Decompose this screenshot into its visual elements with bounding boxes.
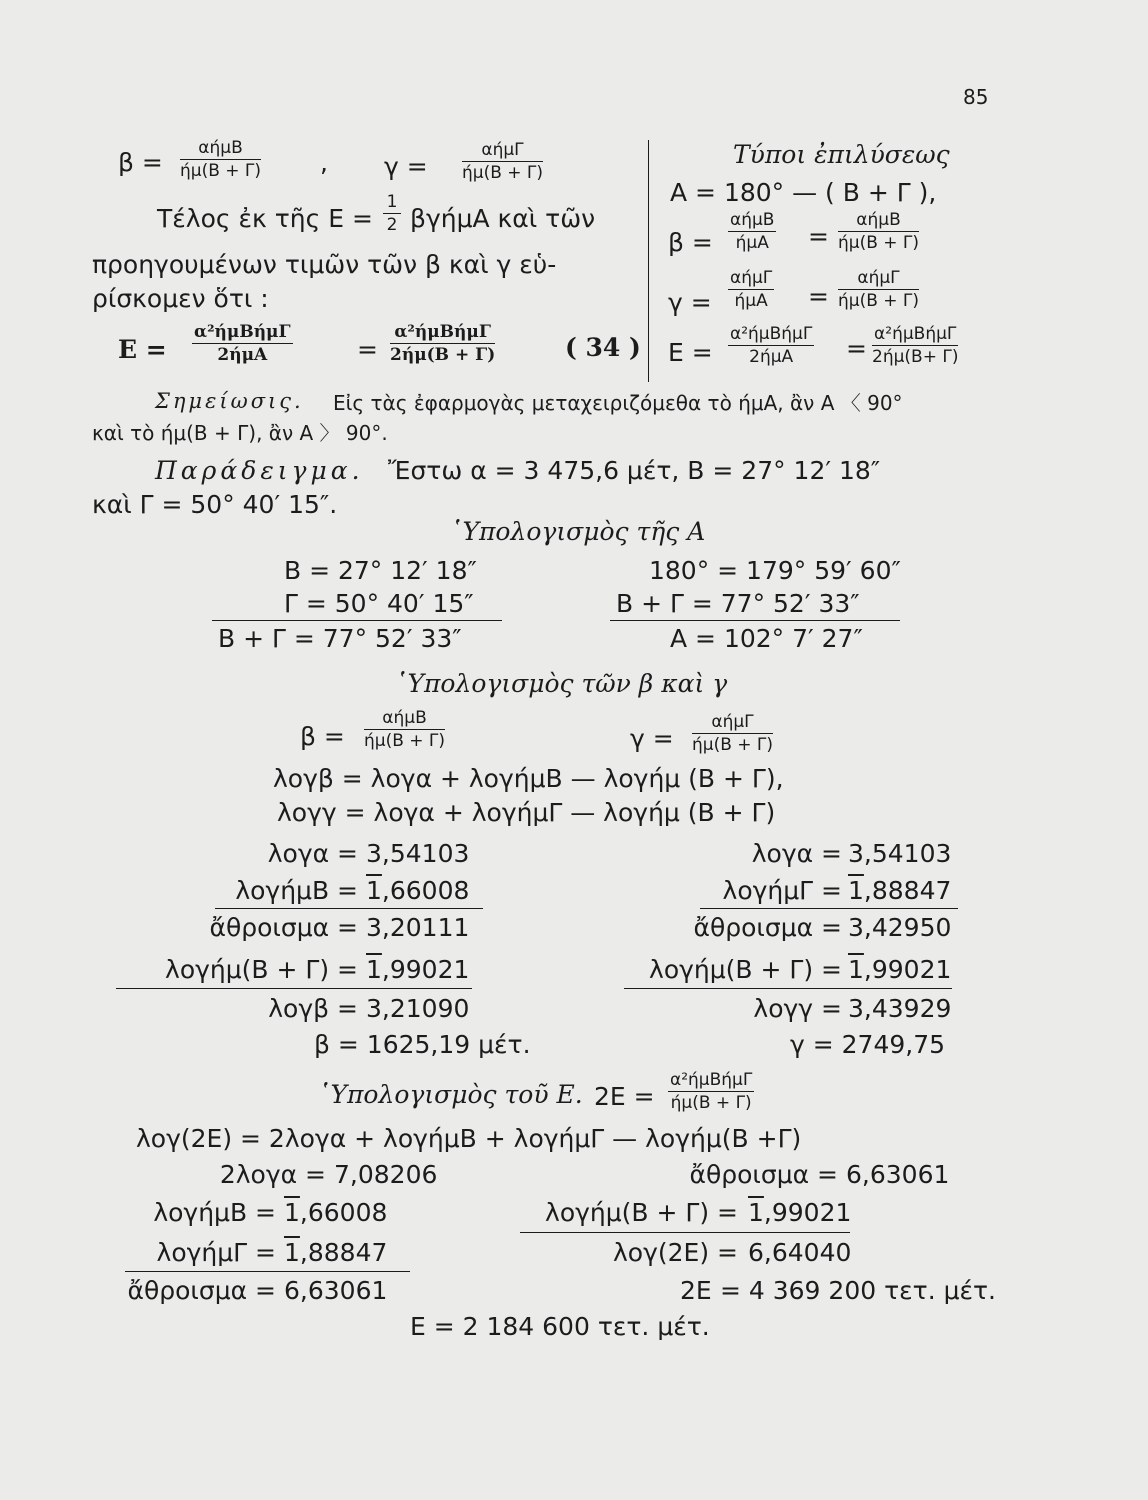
- E-fraction-right2: α²ήμBήμΓ 2ήμ(B+ Γ): [872, 324, 959, 367]
- calc-E-right-l4-label: 2E: [680, 1276, 712, 1305]
- calc-A-BG: B + Γ = 77° 52′ 33″: [218, 624, 462, 653]
- finally-text: Τέλος ἐκ τῆς E =: [157, 204, 373, 233]
- calc-bg-title: ῾Υπολογισμὸς τῶν β καὶ γ: [395, 669, 728, 698]
- log-gamma-formula: λογγ = λογα + λογήμΓ — λογήμ (B + Γ): [277, 798, 776, 827]
- calc-E-left-rule: [125, 1271, 410, 1272]
- example-label: Παράδειγμα.: [155, 456, 364, 485]
- calc-A-r3: A = 102° 7′ 27″: [670, 624, 863, 653]
- calc-bg-right-l1-val: 3,54103: [848, 839, 952, 868]
- calc-E-fraction: α²ήμBήμΓ ήμ(B + Γ): [670, 1070, 753, 1113]
- beta-fraction: αήμB ήμ(B + Γ): [180, 138, 262, 181]
- E-equals-right: =: [846, 334, 867, 363]
- calc-E-left-l3-label: λογήμΓ =: [156, 1238, 276, 1267]
- calc-E-left-l2-label: λογήμB =: [153, 1198, 276, 1227]
- calc-E-right-l3-val: 6,64040: [748, 1238, 852, 1267]
- calc-A-title: ῾Υπολογισμὸς τῆς A: [450, 517, 706, 546]
- remark-line2: καὶ τὸ ήμ(B + Γ), ἂν A 〉 90°.: [92, 421, 388, 445]
- gamma-equals-right: =: [808, 282, 829, 311]
- example-line2: καὶ Γ = 50° 40′ 15″.: [92, 490, 338, 519]
- E-bold-fraction1: α²ήμBήμΓ 2ήμA: [194, 322, 291, 365]
- calc-A-rule-left: [212, 620, 502, 621]
- gamma-fraction-right2: αήμΓ ήμ(B + Γ): [838, 268, 920, 311]
- page-number: 85: [963, 85, 989, 109]
- gamma-label-right: γ =: [668, 288, 712, 317]
- calc-bg-right-rule1: [700, 908, 958, 909]
- calc-E-left-l3-val: 1,88847: [284, 1238, 388, 1267]
- calc-bg-left-l1-label: λογα =: [267, 839, 358, 868]
- calc-A-r1: 180° = 179° 59′ 60″: [649, 556, 901, 585]
- calc-E-right-l3-label: λογ(2E) =: [613, 1238, 738, 1267]
- gamma-fraction-right1: αήμΓ ήμA: [730, 268, 773, 311]
- calc-E-title: ῾Υπολογισμὸς τοῦ E.: [318, 1080, 583, 1109]
- calc-bg-gamma-fraction: αήμΓ ήμ(B + Γ): [692, 712, 774, 755]
- calc-A-rule-right: [610, 620, 900, 621]
- calc-bg-right-l3-label: ἄθροισμα =: [693, 913, 842, 942]
- calc-E-left-l1-val: 7,08206: [334, 1160, 438, 1189]
- calc-bg-left-l2-val: 1,66008: [366, 876, 470, 905]
- equation-number: ( 34 ): [565, 333, 641, 362]
- calc-E-right-rule: [520, 1232, 850, 1233]
- gamma-fraction: αήμΓ ήμ(B + Γ): [462, 140, 544, 183]
- calc-bg-right-l5-label: λογγ =: [753, 994, 842, 1023]
- calc-bg-left-l2-label: λογήμB =: [235, 876, 358, 905]
- calc-bg-left-rule2: [116, 988, 472, 989]
- calc-bg-left-l6: β = 1625,19 μέτ.: [314, 1030, 531, 1059]
- calc-bg-right-l6: γ = 2749,75: [790, 1030, 946, 1059]
- E-bold-fraction2: α²ήμBήμΓ 2ήμ(B + Γ): [390, 322, 496, 365]
- beta-equals-right: =: [808, 222, 829, 251]
- A-formula: A = 180° — ( B + Γ ),: [670, 178, 937, 207]
- calc-E-right-l1-label: ἄθροισμα =: [689, 1160, 838, 1189]
- prev-values-line1: προηγουμένων τιμῶν τῶν β καὶ γ εὑ-: [92, 250, 557, 279]
- calc-bg-left-l1-val: 3,54103: [366, 839, 470, 868]
- example-line1: Ἔστω α = 3 475,6 μέτ, B = 27° 12′ 18″: [388, 456, 881, 485]
- E-bold-equals: =: [357, 335, 378, 364]
- calc-bg-right-rule2: [624, 988, 952, 989]
- solution-formulas-title: Τύποι ἐπιλύσεως: [733, 140, 950, 169]
- beta-fraction-right2: αήμB ήμ(B + Γ): [838, 210, 920, 253]
- calc-E-right-l2-val: 1,99021: [748, 1198, 852, 1227]
- calc-E-2E: 2E =: [594, 1082, 655, 1111]
- calc-E-left-l4-val: 6,63061: [284, 1276, 388, 1305]
- half-fraction: $\frac{1}{2}$: [383, 192, 401, 235]
- calc-bg-right-l3-val: 3,42950: [848, 913, 952, 942]
- calc-bg-right-l4-label: λογήμ(B + Γ) =: [649, 955, 842, 984]
- calc-bg-left-l5-val: 3,21090: [366, 994, 470, 1023]
- gamma-label: γ =: [384, 152, 428, 181]
- calc-E-final: E = 2 184 600 τετ. μέτ.: [410, 1312, 710, 1341]
- log-beta-formula: λογβ = λογα + λογήμB — λογήμ (B + Γ),: [273, 764, 784, 793]
- calc-bg-right-l2-val: 1,88847: [848, 876, 952, 905]
- calc-bg-left-l5-label: λογβ =: [268, 994, 358, 1023]
- finally-text-end: βγήμA καὶ τῶν: [410, 204, 596, 233]
- calc-A-B: B = 27° 12′ 18″: [284, 556, 477, 585]
- calc-E-right-l4-val: = 4 369 200 τετ. μέτ.: [720, 1276, 997, 1305]
- E-fraction-right1: α²ήμBήμΓ 2ήμA: [730, 324, 813, 367]
- calc-E-left-l1-label: 2λογα =: [219, 1160, 326, 1189]
- beta-fraction-right1: αήμB ήμA: [730, 210, 775, 253]
- calc-bg-left-l3-label: ἄθροισμα =: [209, 913, 358, 942]
- calc-A-G: Γ = 50° 40′ 15″: [284, 589, 474, 618]
- calc-bg-beta-fraction: αήμB ήμ(B + Γ): [364, 708, 446, 751]
- E-bold-label: E =: [118, 335, 167, 364]
- E-label-right: E =: [668, 338, 713, 367]
- calc-bg-right-l5-val: 3,43929: [848, 994, 952, 1023]
- calc-bg-right-l2-label: λογήμΓ =: [722, 876, 842, 905]
- prev-values-line2: ρίσκομεν ὅτι :: [92, 284, 269, 313]
- calc-A-r2: B + Γ = 77° 52′ 33″: [616, 589, 860, 618]
- calc-bg-left-l4-val: 1,99021: [366, 955, 470, 984]
- calc-bg-left-rule1: [215, 908, 483, 909]
- column-divider: [648, 140, 649, 382]
- calc-bg-left-l3-val: 3,20111: [366, 913, 470, 942]
- calc-bg-gamma-label: γ =: [630, 724, 674, 753]
- calc-bg-beta-label: β =: [300, 722, 345, 751]
- calc-E-right-l1-val: 6,63061: [846, 1160, 950, 1189]
- beta-label-right: β =: [668, 228, 713, 257]
- remark-line1: Εἰς τὰς ἐφαρμογὰς μεταχειριζόμεθα τὸ ήμA, ἂν A 〈 90°: [333, 391, 903, 415]
- calc-bg-right-l4-val: 1,99021: [848, 955, 952, 984]
- calc-bg-left-l4-label: λογήμ(B + Γ) =: [165, 955, 358, 984]
- calc-bg-right-l1-label: λογα =: [751, 839, 842, 868]
- comma: ,: [320, 148, 328, 177]
- calc-E-left-l2-val: 1,66008: [284, 1198, 388, 1227]
- calc-E-right-l2-label: λογήμ(B + Γ) =: [545, 1198, 738, 1227]
- remark-label: Σημείωσις.: [155, 389, 304, 413]
- calc-E-left-l4-label: ἄθροισμα =: [127, 1276, 276, 1305]
- calc-E-log-line: λογ(2E) = 2λογα + λογήμB + λογήμΓ — λογήμ(B +Γ): [136, 1124, 802, 1153]
- beta-label: β =: [118, 148, 163, 177]
